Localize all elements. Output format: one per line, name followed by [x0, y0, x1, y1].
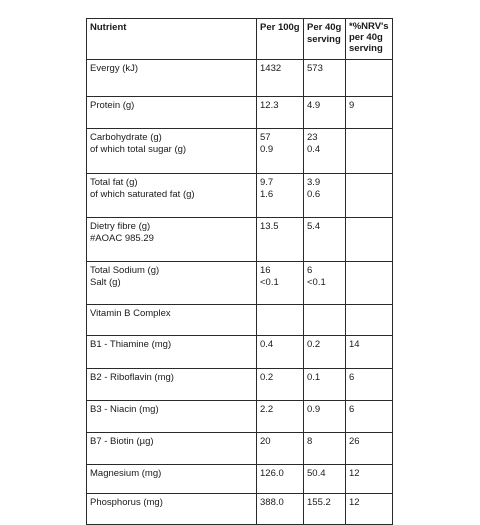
- cell-nrv-text: 26: [349, 436, 360, 447]
- cell-per-40g-text: 6: [307, 265, 313, 276]
- cell-per-100g-text: 12.3: [260, 100, 279, 111]
- cell-per-40g-text: 0.4: [307, 144, 321, 155]
- cell-per-40g: [304, 60, 346, 97]
- cell-per-40g: [304, 336, 346, 369]
- table-row: [87, 218, 393, 262]
- cell-per-40g-text: 3.9: [307, 177, 321, 188]
- cell-label-text: Total fat (g): [90, 177, 138, 188]
- cell-nrv-text: 9: [349, 100, 355, 111]
- table-row: [87, 262, 393, 305]
- table-row: [87, 369, 393, 401]
- header-per-40g-line1: Per 40g: [307, 22, 342, 33]
- cell-nrv-text: 14: [349, 339, 360, 350]
- header-per-100g: [257, 19, 304, 60]
- cell-per-40g: [304, 494, 346, 525]
- nutrition-table: [86, 18, 393, 525]
- cell-per-100g: [257, 494, 304, 525]
- header-nrv-line3: serving: [349, 43, 383, 54]
- header-nrv: [346, 19, 393, 60]
- cell-per-40g: [304, 305, 346, 336]
- cell-label: [87, 262, 257, 305]
- cell-per-100g: [257, 369, 304, 401]
- cell-per-100g-text: 1.6: [260, 189, 274, 200]
- cell-label-text: #AOAC 985.29: [90, 233, 154, 244]
- cell-label: [87, 97, 257, 129]
- cell-per-40g: [304, 97, 346, 129]
- cell-label: [87, 336, 257, 369]
- cell-nrv: [346, 401, 393, 433]
- cell-per-100g-text: 1432: [260, 63, 282, 74]
- cell-label-text: B7 - Biotin (µg): [90, 436, 154, 447]
- table-row: [87, 465, 393, 494]
- cell-per-100g-text: 2.2: [260, 404, 274, 415]
- table-row: [87, 336, 393, 369]
- cell-per-100g: [257, 218, 304, 262]
- cell-label: [87, 369, 257, 401]
- cell-per-100g-text: 0.2: [260, 372, 274, 383]
- cell-per-100g: [257, 129, 304, 174]
- cell-label-text: Phosphorus (mg): [90, 497, 163, 508]
- cell-label: [87, 60, 257, 97]
- cell-per-40g: [304, 433, 346, 465]
- cell-per-40g: [304, 218, 346, 262]
- cell-per-40g: [304, 262, 346, 305]
- cell-nrv: [346, 305, 393, 336]
- nutrient-rows: [87, 60, 393, 525]
- cell-label: [87, 465, 257, 494]
- cell-label-text: Total Sodium (g): [90, 265, 160, 276]
- table-row: [87, 433, 393, 465]
- cell-label: [87, 433, 257, 465]
- cell-nrv: [346, 60, 393, 97]
- header-nrv-line2: per 40g: [349, 32, 383, 43]
- table-row: [87, 305, 393, 336]
- cell-per-40g-text: 573: [307, 63, 323, 74]
- cell-per-40g: [304, 174, 346, 218]
- cell-per-40g: [304, 129, 346, 174]
- cell-per-100g: [257, 433, 304, 465]
- cell-label: [87, 401, 257, 433]
- cell-nrv: [346, 465, 393, 494]
- cell-per-40g-text: 8: [307, 436, 313, 447]
- cell-label: [87, 174, 257, 218]
- cell-nrv: [346, 129, 393, 174]
- table-row: [87, 129, 393, 174]
- cell-per-100g: [257, 262, 304, 305]
- cell-nrv: [346, 433, 393, 465]
- cell-nrv-text: 12: [349, 497, 360, 508]
- cell-label-text: Protein (g): [90, 100, 135, 111]
- cell-label-text: of which saturated fat (g): [90, 189, 195, 200]
- cell-label-text: Vitamin B Complex: [90, 308, 171, 319]
- table-row: [87, 97, 393, 129]
- cell-nrv: [346, 174, 393, 218]
- cell-nrv: [346, 97, 393, 129]
- cell-per-40g-text: 23: [307, 132, 318, 143]
- cell-per-100g: [257, 174, 304, 218]
- cell-label-text: of which total sugar (g): [90, 144, 187, 155]
- cell-label-text: Dietry fibre (g): [90, 221, 151, 232]
- cell-nrv-text: 6: [349, 372, 355, 383]
- cell-nrv: [346, 262, 393, 305]
- cell-per-100g: [257, 336, 304, 369]
- cell-label: [87, 218, 257, 262]
- table-row: [87, 174, 393, 218]
- cell-per-100g: [257, 305, 304, 336]
- cell-per-100g: [257, 465, 304, 494]
- cell-label: [87, 494, 257, 525]
- cell-per-100g-text: 20: [260, 436, 271, 447]
- cell-nrv-text: 6: [349, 404, 355, 415]
- cell-per-100g-text: 9.7: [260, 177, 274, 188]
- cell-nrv: [346, 336, 393, 369]
- cell-per-40g-text: 50.4: [307, 468, 326, 479]
- cell-per-100g-text: 0.4: [260, 339, 274, 350]
- cell-per-100g-text: 57: [260, 132, 271, 143]
- cell-label-text: Magnesium (mg): [90, 468, 162, 479]
- cell-per-100g-text: <0.1: [260, 277, 279, 288]
- cell-per-40g: [304, 369, 346, 401]
- cell-per-40g-text: 4.9: [307, 100, 321, 111]
- table-row: [87, 494, 393, 525]
- cell-per-40g-text: 0.6: [307, 189, 321, 200]
- header-nrv-line1: *%NRV's: [349, 21, 389, 32]
- cell-nrv-text: 12: [349, 468, 360, 479]
- cell-label-text: Salt (g): [90, 277, 121, 288]
- table-row: [87, 60, 393, 97]
- header-nutrient-label: Nutrient: [90, 22, 127, 33]
- cell-per-40g-text: 5.4: [307, 221, 321, 232]
- cell-per-40g-text: 155.2: [307, 497, 331, 508]
- cell-per-40g: [304, 401, 346, 433]
- cell-per-40g-text: 0.2: [307, 339, 321, 350]
- cell-label-text: B1 - Thiamine (mg): [90, 339, 172, 350]
- cell-per-100g-text: 388.0: [260, 497, 284, 508]
- cell-per-100g: [257, 60, 304, 97]
- cell-per-40g-text: <0.1: [307, 277, 326, 288]
- cell-per-40g-text: 0.1: [307, 372, 321, 383]
- cell-label-text: Evergy (kJ): [90, 63, 139, 74]
- cell-nrv: [346, 494, 393, 525]
- cell-per-100g-text: 13.5: [260, 221, 279, 232]
- header-per-40g-line2: serving: [307, 34, 341, 45]
- cell-label-text: B2 - Riboflavin (mg): [90, 372, 174, 383]
- header-row: [87, 19, 393, 60]
- cell-per-100g-text: 16: [260, 265, 271, 276]
- header-per-40g: [304, 19, 346, 60]
- header-nutrient: [87, 19, 257, 60]
- cell-nrv: [346, 218, 393, 262]
- header-per-100g-label: Per 100g: [260, 22, 300, 33]
- cell-label-text: B3 - Niacin (mg): [90, 404, 159, 415]
- cell-per-40g-text: 0.9: [307, 404, 321, 415]
- table-row: [87, 401, 393, 433]
- cell-label: [87, 129, 257, 174]
- cell-per-100g-text: 0.9: [260, 144, 274, 155]
- cell-per-100g-text: 126.0: [260, 468, 284, 479]
- cell-per-100g: [257, 401, 304, 433]
- cell-label-text: Carbohydrate (g): [90, 132, 162, 143]
- cell-per-40g: [304, 465, 346, 494]
- cell-nrv: [346, 369, 393, 401]
- cell-per-100g: [257, 97, 304, 129]
- cell-label: [87, 305, 257, 336]
